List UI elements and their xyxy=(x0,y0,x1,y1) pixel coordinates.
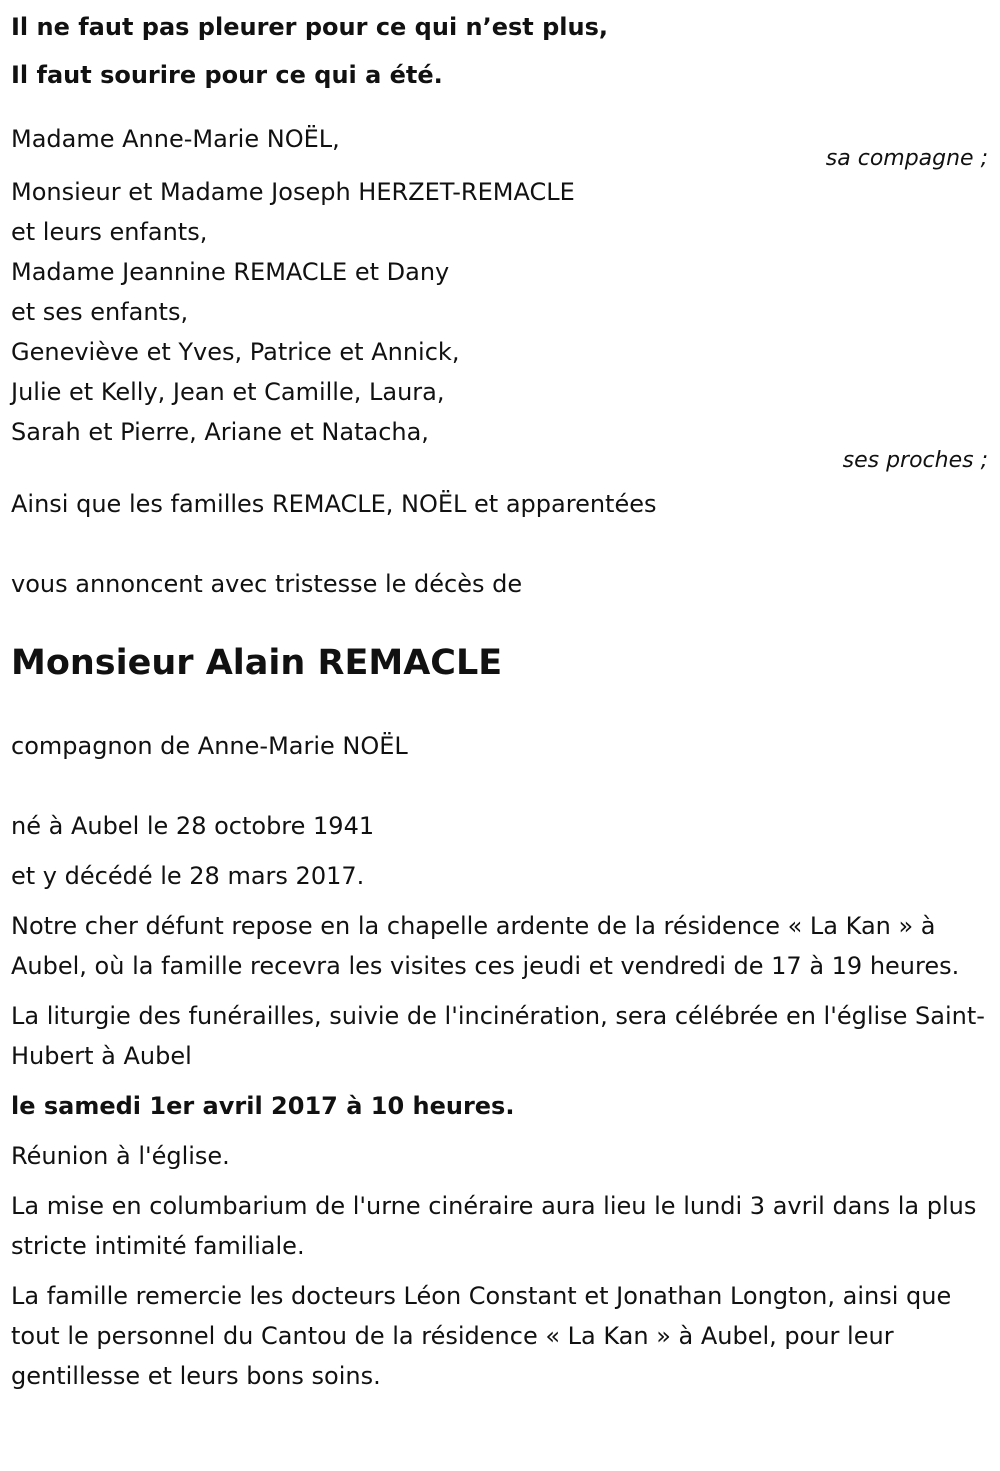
relative-line: et ses enfants, xyxy=(11,298,189,326)
companion-name: Madame Anne-Marie NOËL, xyxy=(11,125,340,153)
relative-line: Sarah et Pierre, Ariane et Natacha, xyxy=(11,418,429,446)
announcement-line: vous annoncent avec tristesse le décès de xyxy=(11,570,523,598)
deceased-name: Monsieur Alain REMACLE xyxy=(11,643,503,683)
death-line: et y décédé le 28 mars 2017. xyxy=(11,862,365,890)
deceased-relation: compagnon de Anne-Marie NOËL xyxy=(11,732,408,760)
relative-line: Madame Jeannine REMACLE et Dany xyxy=(11,258,450,286)
columbarium-paragraph: La mise en columbarium de l'urne cinéraire aura lieu le lundi 3 avril dans la plus stricte intimité familiale. xyxy=(11,1192,977,1260)
relatives-block xyxy=(11,172,988,474)
companion-block xyxy=(11,120,988,172)
relatives-role: ses proches ; xyxy=(842,448,988,473)
thanks-paragraph: La famille remercie les docteurs Léon Constant et Jonathan Longton, ainsi que tout le personnel du Cantou de la résidence « La Kan » à Aubel, pour leur gentillesse et leurs bons soins. xyxy=(11,1282,952,1390)
ceremony-date: le samedi 1er avril 2017 à 10 heures. xyxy=(11,1092,515,1120)
epigraph-line-2: Il faut sourire pour ce qui a été. xyxy=(11,61,443,89)
birth-line: né à Aubel le 28 octobre 1941 xyxy=(11,812,375,840)
liturgy-paragraph: La liturgie des funérailles, suivie de l'incinération, sera célébrée en l'église Saint-Hubert à Aubel xyxy=(11,1002,985,1070)
companion-role: sa compagne ; xyxy=(825,146,988,171)
meeting-line: Réunion à l'église. xyxy=(11,1142,230,1170)
relative-line: et leurs enfants, xyxy=(11,218,208,246)
epigraph-line-1: Il ne faut pas pleurer pour ce qui n’est plus, xyxy=(11,13,609,41)
rest-paragraph: Notre cher défunt repose en la chapelle ardente de la résidence « La Kan » à Aubel, où la famille recevra les visites ces jeudi et vendredi de 17 à 19 heures. xyxy=(11,912,960,980)
relative-line: Julie et Kelly, Jean et Camille, Laura, xyxy=(11,378,445,406)
families-line: Ainsi que les familles REMACLE, NOËL et apparentées xyxy=(11,490,657,518)
relative-line: Monsieur et Madame Joseph HERZET-REMACLE xyxy=(11,178,575,206)
relative-line: Geneviève et Yves, Patrice et Annick, xyxy=(11,338,460,366)
epigraph xyxy=(11,0,988,102)
